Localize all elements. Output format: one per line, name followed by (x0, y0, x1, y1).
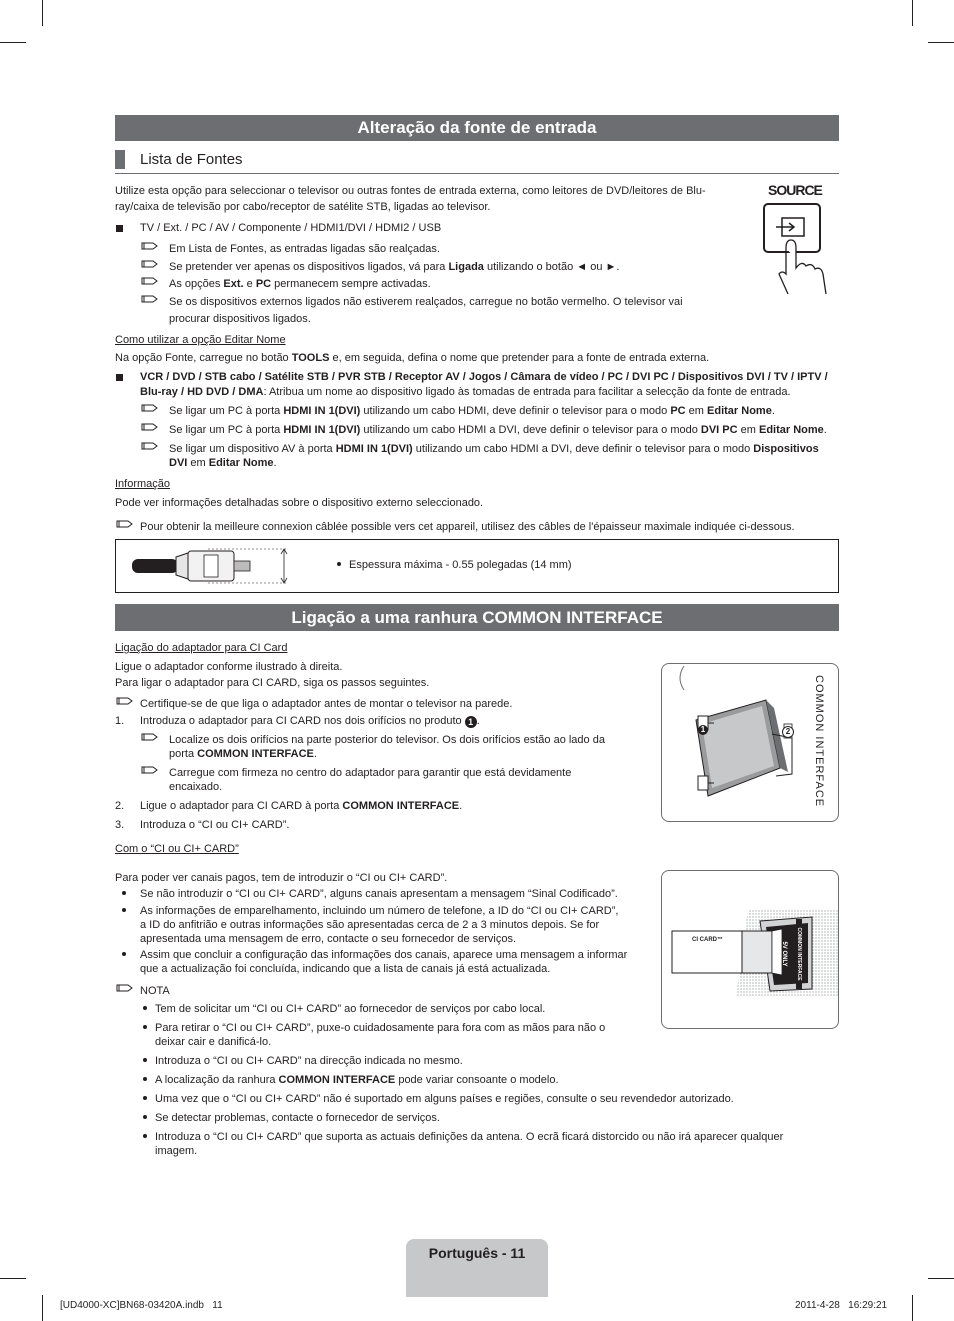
section-title-text: Ligação a uma ranhura COMMON INTERFACE (291, 608, 663, 627)
nota-item: Uma vez que o “CI ou CI+ CARD” não é suportado em alguns países e regiões, consulte o seu revendedor autorizado. (155, 1093, 734, 1105)
cable-spec-box (115, 539, 839, 593)
note-text: encaixado. (169, 781, 223, 793)
bullet-dot (143, 1077, 147, 1081)
step-text: Introduza o “CI ou CI+ CARD”. (140, 819, 290, 831)
note-text: Carregue com firmeza no centro do adaptador para garantir que está devidamente (169, 767, 572, 779)
intro-line: Utilize esta opção para seleccionar o televisor ou outras fontes de entrada externa, como leitores de DVD/leitores de Blu- (115, 185, 706, 197)
bullet-dot (143, 1115, 147, 1119)
edit-name-heading: Como utilizar a opção Editar Nome (115, 334, 286, 346)
bullet-dot (122, 952, 126, 956)
note-icon (141, 293, 159, 304)
subsection-marker (115, 150, 125, 169)
note-text: As opções Ext. e PC permanecem sempre activadas. (169, 278, 431, 290)
nota-item: Para retirar o “CI ou CI+ CARD”, puxe-o cuidadosamente para fora com as mãos para não o (155, 1022, 606, 1034)
note-text: Se pretender ver apenas os dispositivos ligados, vá para Ligada utilizando o botão ◄ ou ►. (169, 261, 620, 273)
nota-item: Tem de solicitar um “CI ou CI+ CARD” ao fornecedor de serviços por cabo local. (155, 1003, 546, 1015)
device-list: VCR / DVD / STB cabo / Satélite STB / PVR STB / Receptor AV / Jogos / Câmara de vídeo / PC / DVI PC / Dispositivos DVI / TV / IPTV / (140, 371, 828, 383)
ci-bullet: As informações de emparelhamento, incluindo um número de telefone, a ID do “CI ou CI+ CARD”, (140, 905, 619, 917)
nota-item: A localização da ranhura COMMON INTERFACE pode variar consoante o modelo. (155, 1074, 559, 1086)
ci-bullet: que a actualização foi concluída, indicando que a lista de canais já está actualizada. (140, 963, 551, 975)
crop-mark (0, 42, 26, 43)
slot-label: COMMON INTERFACE (796, 919, 802, 989)
adapter-note: Certifique-se de que liga o adaptador antes de montar o televisor na parede. (140, 698, 513, 710)
note-text: Se ligar um PC à porta HDMI IN 1(DVI) utilizando um cabo HDMI, deve definir o televisor para o modo PC em Editar Nome. (169, 405, 775, 417)
file-info: [UD4000-XC]BN68-03420A.indb 11 (60, 1300, 223, 1311)
ci-bullet: a ID do anfitrião e outras informações são apresentadas cerca de 2 a 3 minutos depois. Se for (140, 919, 600, 931)
step-number: 3. (115, 819, 125, 831)
note-text: Se ligar um PC à porta HDMI IN 1(DVI) utilizando um cabo HDMI a DVI, deve definir o televisor para o modo DVI PC em Editar Nome. (169, 424, 827, 436)
bullet-square (116, 374, 123, 381)
subsection-title: Lista de Fontes (140, 151, 243, 168)
note-text: DVI em Editar Nome. (169, 457, 277, 469)
nota-item: deixar cair e danificá-lo. (155, 1036, 272, 1048)
cable-note: Pour obtenir la meilleure connexion câblée possible vers cet appareil, utilisez des câbles de l'épaisseur maximale indiquée ci-dessous. (140, 521, 795, 533)
crop-mark (42, 0, 43, 26)
ci-card-label: CI CARD™ (692, 937, 723, 943)
note-icon (116, 982, 134, 993)
bullet-dot (143, 1058, 147, 1062)
note-icon (116, 518, 134, 529)
info-heading: Informação (115, 478, 171, 490)
hand-press-icon (760, 202, 830, 314)
note-icon (141, 731, 159, 742)
step-number: 2. (115, 800, 125, 812)
note-text: procurar dispositivos ligados. (169, 313, 311, 325)
bullet-dot (143, 1006, 147, 1010)
note-icon (116, 695, 134, 706)
badge-1: 1 (465, 716, 477, 728)
print-date: 2011-4-28 16:29:21 (795, 1300, 888, 1311)
info-text: Pode ver informações detalhadas sobre o dispositivo externo seleccionado. (115, 497, 484, 509)
bullet-dot (143, 1134, 147, 1138)
adapter-heading: Ligação do adaptador para CI Card (115, 642, 288, 654)
note-text: Se os dispositivos externos ligados não estiverem realçados, carregue no botão vermelho. O televisor vai (169, 296, 683, 308)
crop-mark (912, 1295, 913, 1321)
crop-mark (928, 42, 954, 43)
note-icon (141, 440, 159, 451)
step-text: Introduza o adaptador para CI CARD nos dois orifícios no produto 1 . (140, 715, 480, 727)
nota-item: Se detectar problemas, contacte o fornecedor de serviços. (155, 1112, 440, 1124)
note-icon (141, 764, 159, 775)
step-text: Ligue o adaptador para CI CARD à porta COMMON INTERFACE. (140, 800, 463, 812)
nota-item: Introduza o “CI ou CI+ CARD” que suporta as actuais definições da antena. O ecrã ficará distorcido ou não irá aparecer qualquer (155, 1131, 784, 1143)
page-number-tab (406, 1239, 548, 1297)
adapter-text: Para ligar o adaptador para CI CARD, siga os passos seguintes. (115, 677, 430, 689)
ci-bullet: apresentada uma mensagem de erro, contacte o seu fornecedor de serviços. (140, 933, 517, 945)
cable-spec: Espessura máxima - 0.55 polegadas (14 mm) (349, 559, 572, 571)
crop-mark (912, 0, 913, 26)
device-list: Blu-ray / HD DVD / DMA: Atribua um nome ao dispositivo ligado às tomadas de entrada para facilitar a selecção da fonte de entrada. (140, 386, 791, 398)
nota-label: NOTA (140, 985, 170, 997)
source-button-illustration (760, 182, 830, 297)
ci-bullet: Se não introduzir o “CI ou CI+ CARD”, alguns canais apresentam a mensagem “Sinal Codificado”. (140, 888, 618, 900)
bullet-square (116, 225, 123, 232)
source-label: SOURCE (768, 182, 822, 198)
ci-adapter-illustration (662, 664, 838, 821)
note-icon (141, 402, 159, 413)
ci-heading: Com o “CI ou CI+ CARD” (115, 843, 239, 855)
note-icon (141, 421, 159, 432)
subsection-rule (115, 173, 839, 174)
ci-card-illustration (662, 871, 838, 1028)
note-icon (141, 275, 159, 286)
source-list: TV / Ext. / PC / AV / Componente / HDMI1/DVI / HDMI2 / USB (140, 222, 442, 234)
crop-mark (42, 1295, 43, 1321)
note-text: Em Lista de Fontes, as entradas ligadas são realçadas. (169, 243, 440, 255)
section-title (115, 115, 839, 141)
adapter-figure (661, 663, 839, 822)
common-interface-label: COMMON INTERFACE (813, 675, 825, 808)
page-number: Português - 11 (428, 1245, 526, 1261)
nota-item: imagem. (155, 1145, 198, 1157)
crop-mark (928, 1278, 954, 1279)
hdmi-cable-icon (130, 545, 300, 587)
ci-bullet: Assim que concluir a configuração das informações dos canais, aparece uma mensagem a informar (140, 949, 628, 961)
edit-name-text: Na opção Fonte, carregue no botão TOOLS e, em seguida, defina o nome que pretender para a fonte de entrada externa. (115, 352, 710, 364)
step-number: 1. (115, 715, 125, 727)
badge-1: 1 (698, 725, 708, 735)
bullet-dot (122, 891, 126, 895)
note-icon (141, 240, 159, 251)
intro-line: ray/caixa de televisão por cabo/receptor de satélite STB, ligadas ao televisor. (115, 201, 491, 213)
5v-label: 5V ONLY (781, 941, 787, 967)
adapter-text: Ligue o adaptador conforme ilustrado à direita. (115, 661, 343, 673)
note-text: Localize os dois orifícios na parte posterior do televisor. Os dois orifícios estão ao lado da (169, 734, 605, 746)
badge-2: 2 (782, 726, 794, 738)
note-text: Se ligar um dispositivo AV à porta HDMI IN 1(DVI) utilizando um cabo HDMI a DVI, deve definir o televisor para o modo Dispositivos (169, 443, 819, 455)
bullet-dot (337, 562, 341, 566)
section-title-text: Alteração da fonte de entrada (357, 118, 597, 137)
bullet-dot (143, 1096, 147, 1100)
bullet-dot (122, 908, 126, 912)
nota-item: Introduza o “CI ou CI+ CARD” na direcção indicada no mesmo. (155, 1055, 463, 1067)
crop-mark (0, 1278, 26, 1279)
ci-intro: Para poder ver canais pagos, tem de introduzir o “CI ou CI+ CARD”. (115, 872, 448, 884)
bullet-dot (143, 1025, 147, 1029)
note-icon (141, 258, 159, 269)
section-title (115, 604, 839, 631)
note-text: porta COMMON INTERFACE. (169, 748, 317, 760)
ci-card-figure (661, 870, 839, 1029)
